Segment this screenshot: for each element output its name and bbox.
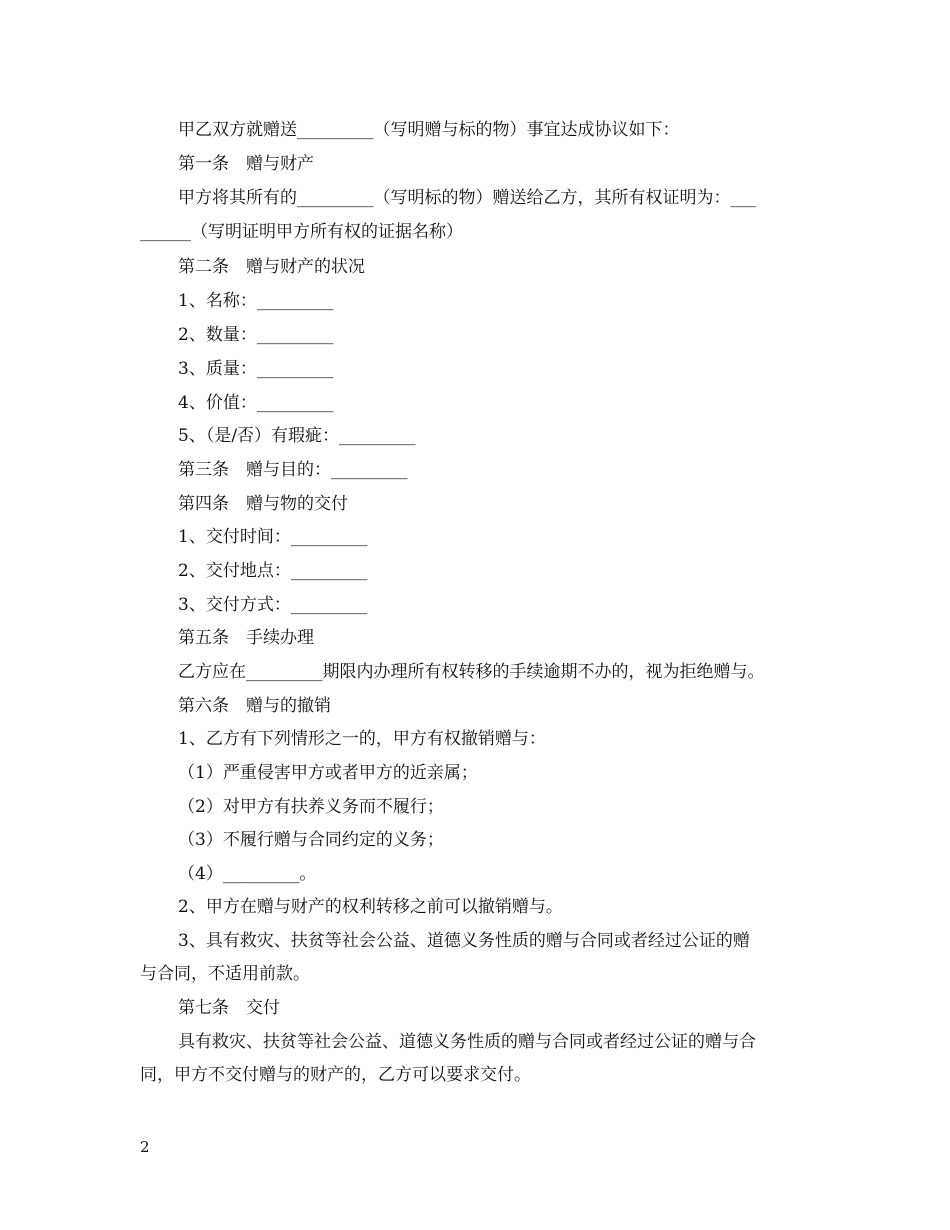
article-7-text: 具有救灾、扶贫等社会公益、道德义务性质的赠与合同或者经过公证的赠与合 — [178, 1032, 756, 1052]
delivery-method: 3、交付方式：_________ — [178, 595, 368, 615]
item-quality: 3、质量：_________ — [178, 359, 334, 379]
revocation-clause-1: 1、乙方有下列情形之一的，甲方有权撤销赠与： — [178, 729, 546, 749]
article-5-heading: 第五条 手续办理 — [178, 628, 314, 648]
delivery-time: 1、交付时间：_________ — [178, 527, 368, 547]
article-7-text-continued: 同，甲方不交付赠与的财产的，乙方可以要求交付。 — [140, 1065, 531, 1085]
intro-line: 甲乙双方就赠送_________（写明赠与标的物）事宜达成协议如下： — [178, 120, 680, 140]
article-5-text: 乙方应在_________期限内办理所有权转移的手续逾期不办的，视为拒绝赠与。 — [178, 662, 765, 682]
item-defect: 5、（是/否）有瑕疵：_________ — [178, 426, 416, 446]
delivery-place: 2、交付地点：_________ — [178, 561, 368, 581]
item-value: 4、价值：_________ — [178, 393, 334, 413]
revocation-clause-3: 3、具有救灾、扶贫等社会公益、道德义务性质的赠与合同或者经过公证的赠 — [178, 931, 750, 951]
item-name: 1、名称：_________ — [178, 291, 334, 311]
item-quantity: 2、数量：_________ — [178, 325, 334, 345]
revocation-clause-2: 2、甲方在赠与财产的权利转移之前可以撤销赠与。 — [178, 897, 563, 917]
revocation-condition-2: （2）对甲方有扶养义务而不履行； — [178, 797, 444, 817]
article-1-text-continued: ______（写明证明甲方所有权的证据名称） — [140, 222, 463, 242]
article-7-heading: 第七条 交付 — [178, 998, 280, 1018]
article-6-heading: 第六条 赠与的撤销 — [178, 696, 331, 716]
article-3-heading: 第三条 赠与目的：_________ — [178, 460, 408, 480]
article-4-heading: 第四条 赠与物的交付 — [178, 494, 348, 514]
article-1-heading: 第一条 赠与财产 — [178, 154, 314, 174]
revocation-clause-3-continued: 与合同，不适用前款。 — [140, 964, 310, 984]
revocation-condition-1: （1）严重侵害甲方或者甲方的近亲属； — [178, 763, 478, 783]
article-2-heading: 第二条 赠与财产的状况 — [178, 257, 365, 277]
article-1-text: 甲方将其所有的_________（写明标的物）赠送给乙方，其所有权证明为：___ — [178, 188, 756, 208]
page-number: 2 — [140, 1138, 150, 1156]
revocation-condition-4: （4）_________。 — [178, 864, 317, 884]
revocation-condition-3: （3）不履行赠与合同约定的义务； — [178, 830, 444, 850]
